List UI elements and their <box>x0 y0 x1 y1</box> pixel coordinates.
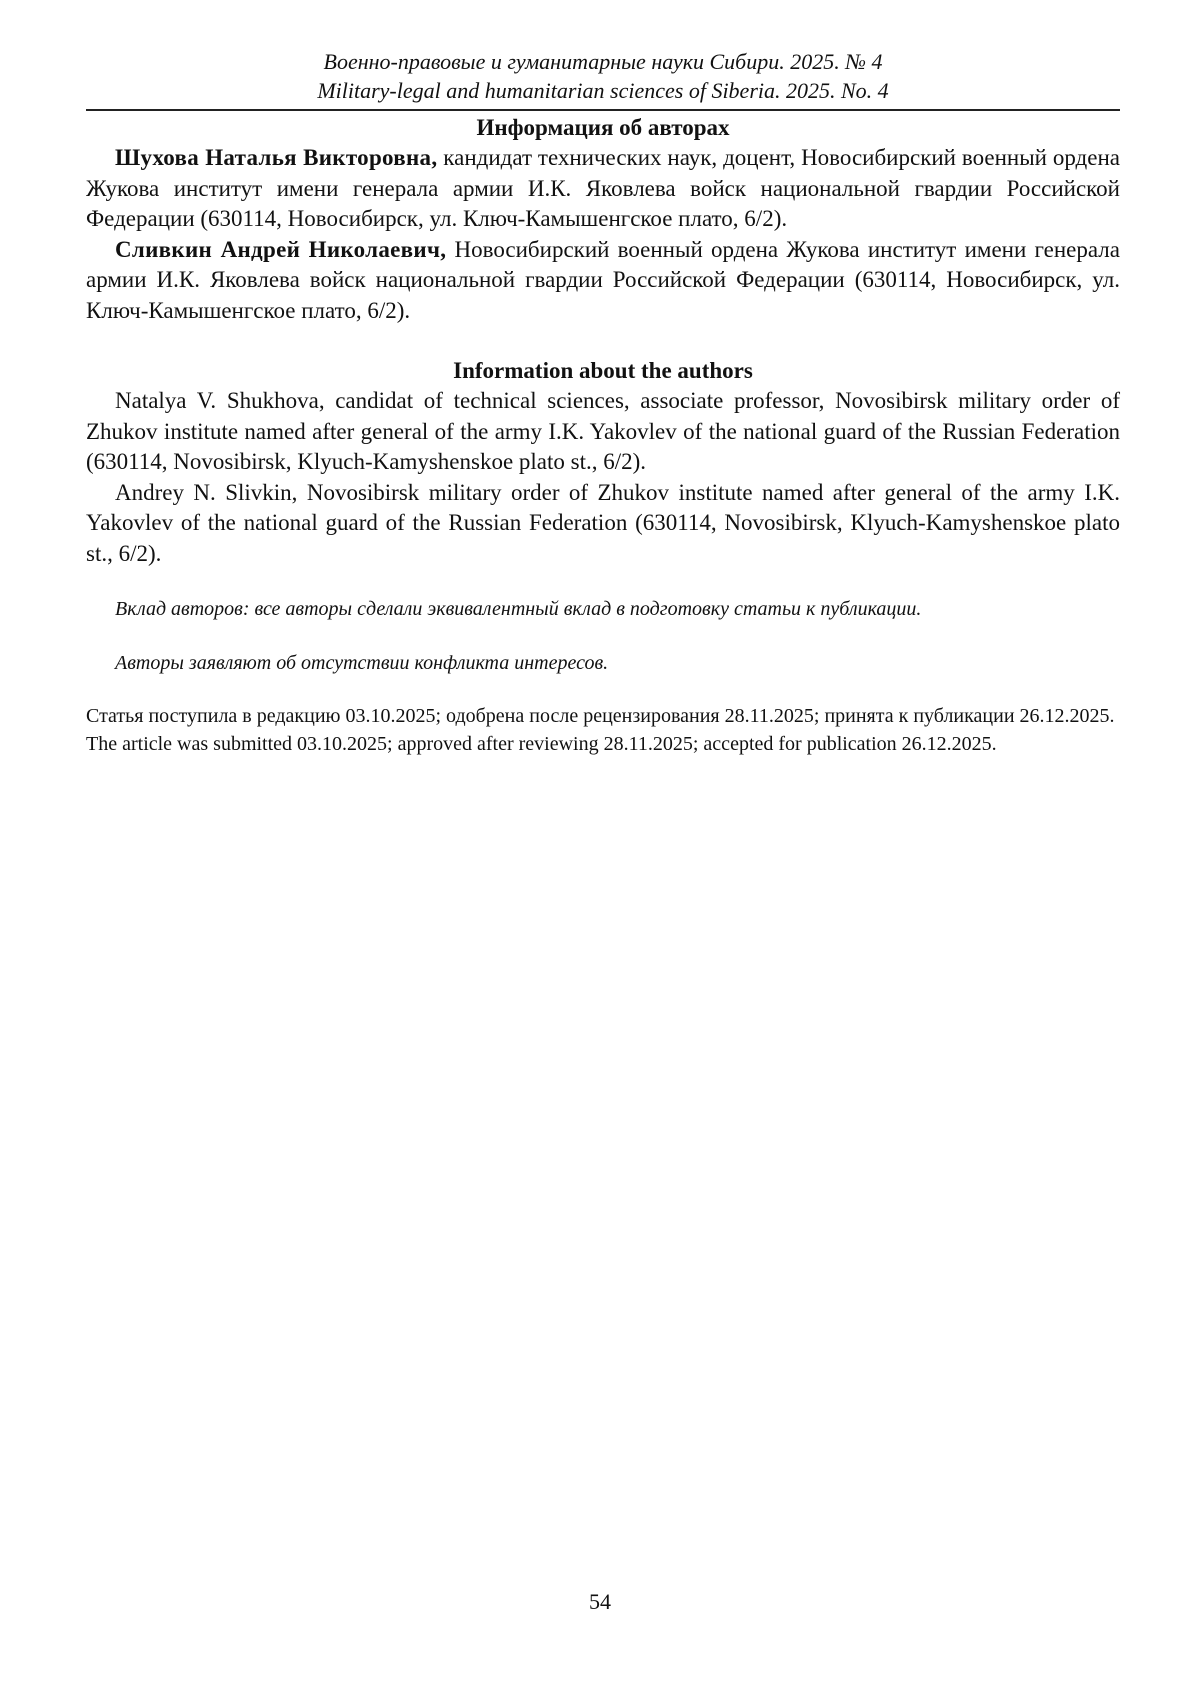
page <box>86 0 1120 758</box>
author-ru-affiliation: Новосибирский военный ордена Жукова институт имени генерала армии И.К. Яковлева войск национальной гвардии Российской Федерации (630114, Новосибирск, ул. Ключ-Камышенгское плато, 6/2). <box>86 236 1120 323</box>
author-ru-affiliation: кандидат технических наук, доцент, Новосибирский военный ордена Жукова институт имени генерала армии И.К. Яковлева войск национальной гвардии Российской Федерации (630114, Новосибирск, ул. Ключ-Камышенгское плато, 6/2). <box>86 145 1120 231</box>
authors-en-heading: Information about the authors <box>453 358 753 383</box>
author-ru-name: Шухова Наталья Викторовна, <box>115 145 438 170</box>
author-ru-entry <box>86 235 1120 327</box>
page-number: 54 <box>589 1589 611 1614</box>
author-ru-entry <box>86 143 1120 235</box>
authors-ru-heading: Информация об авторах <box>476 115 730 140</box>
author-en-entry: Andrey N. Slivkin, Novosibirsk military order of Zhukov institute named after general of the army I.K. Yakovlev of the national guard of the Russian Federation (630114, Novosibirsk, Klyuch-Kamyshenskoe plato st., 6/2). <box>86 479 1120 566</box>
conflict-note: Авторы заявляют об отсутствии конфликта интересов. <box>115 652 609 674</box>
author-ru-name: Сливкин Андрей Николаевич, <box>115 236 447 262</box>
journal-title-ru: Военно-правовые и гуманитарные науки Сибири. 2025. № 4 <box>323 49 883 74</box>
contribution-note: Вклад авторов: все авторы сделали эквивалентный вклад в подготовку статьи к публикации. <box>115 598 922 620</box>
journal-header <box>86 0 1120 111</box>
article-dates <box>86 702 1120 758</box>
author-en-entry: Natalya V. Shukhova, candidat of technical sciences, associate professor, Novosibirsk military order of Zhukov institute named after general of the army I.K. Yakovlev of the national guard of the Russian Federation (630114, Novosibirsk, Klyuch-Kamyshenskoe plato st., 6/2). <box>86 388 1120 474</box>
journal-title-en: Military-legal and humanitarian sciences of Siberia. 2025. No. 4 <box>317 78 889 103</box>
dates-ru: Статья поступила в редакцию 03.10.2025; одобрена после рецензирования 28.11.2025; принята к публикации 26.12.2025. <box>86 705 1115 727</box>
dates-en: The article was submitted 03.10.2025; approved after reviewing 28.11.2025; accepted for publication 26.12.2025. <box>86 733 997 755</box>
